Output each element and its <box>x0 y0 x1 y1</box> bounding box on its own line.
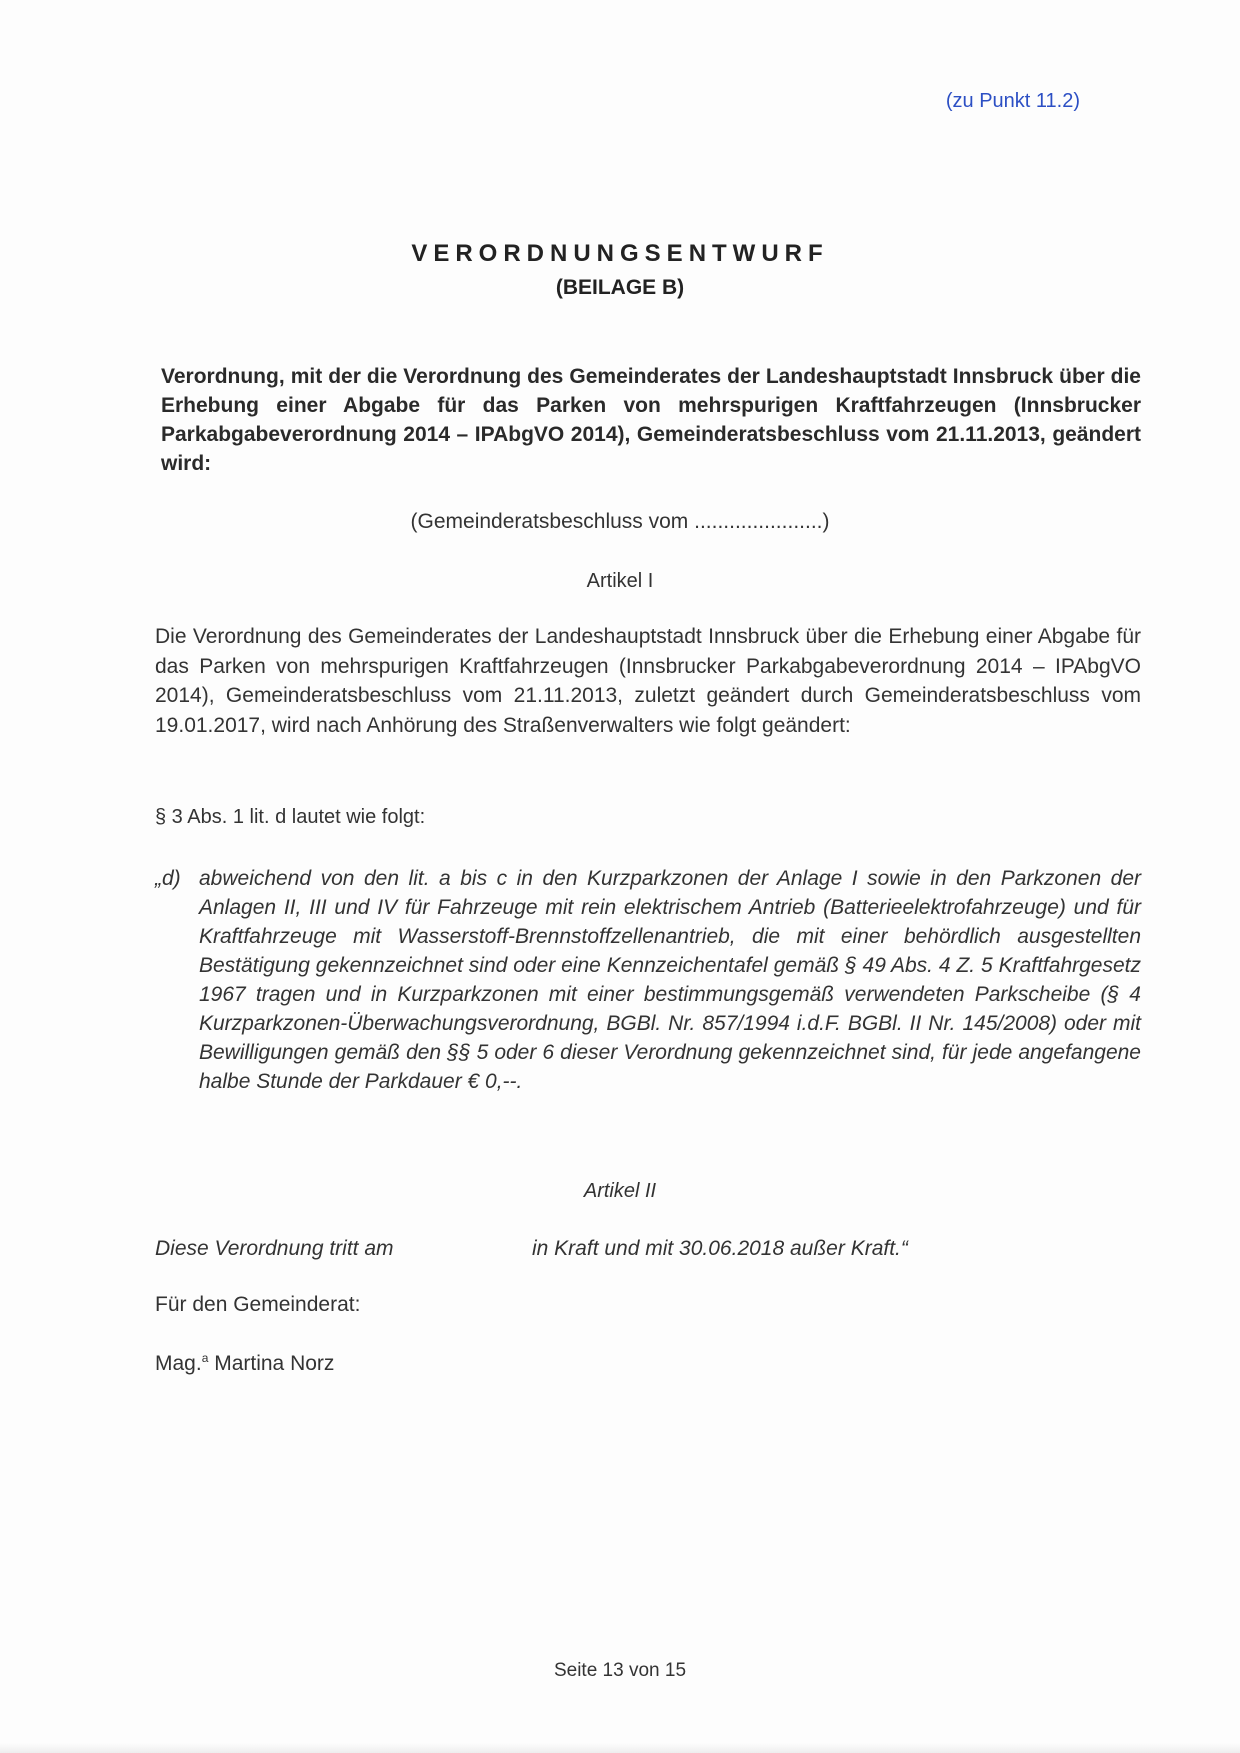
reference-note: (zu Punkt 11.2) <box>945 90 1080 112</box>
lit-d-text: abweichend von den lit. a bis c in den Kurzparkzonen der Anlage I sowie in den Parkzonen der Anlagen II, III und IV für Fahrzeuge mit rein elektrischem Antrieb (Batterieelektrofahrzeuge) und für Kraftfahrzeuge mit Wasserstoff-Brennstoffzellenantrieb, die mit einer behördlich ausgestellten Bestätigung gekennzeichnet sind oder eine Kennzeichentafel gemäß § 49 Abs. 4 Z. 5 Kraftfahrgesetz 1967 tragen und in Kurzparkzonen mit einer bestimmungsgemäß verwendeten Parkscheibe (§ 4 Kurzparkzonen-Überwachungsverordnung, BGBl. Nr. 857/1994 i.d.F. BGBl. II Nr. 145/2008) oder mit Bewilligungen gemäß den §§ 5 oder 6 dieser Verordnung gekennzeichnet sind, für jede angefangene halbe Stunde der Parkdauer € 0,--. <box>199 867 1141 1093</box>
article-1-body: Die Verordnung des Gemeinderates der Landeshauptstadt Innsbruck über die Erhebung einer Abgabe für das Parken von mehrspurigen Kraftfahrzeugen (Innsbrucker Parkabgabeverordnung 2014 – IPAbgVO 2014), Gemeinderatsbeschluss vom 21.11.2013, zuletzt geändert durch Gemeinderatsbeschluss vom 19.01.2017, wird nach Anhörung des Straßenverwalters wie folgt geändert: <box>155 625 1141 737</box>
article-1-title: Artikel I <box>586 570 654 592</box>
signatory <box>155 1351 334 1376</box>
scan-bottom-edge <box>0 1743 1240 1753</box>
document-subtitle: (BEILAGE B) <box>555 276 685 299</box>
regulation-heading: Verordnung, mit der die Verordnung des Gemeinderates der Landeshauptstadt Innsbruck über die Erhebung einer Abgabe für das Parken von mehrspurigen Kraftfahrzeugen (Innsbrucker Parkabgabeverordnung 2014 – IPAbgVO 2014), Gemeinderatsbeschluss vom 21.11.2013, geändert wird: <box>161 365 1141 475</box>
effective-clause-start: Diese Verordnung tritt am <box>155 1237 394 1260</box>
effective-clause-end: in Kraft und mit 30.06.2018 außer Kraft.“ <box>532 1237 908 1260</box>
page-number: Seite 13 von 15 <box>553 1660 687 1681</box>
signatory-sup: a <box>201 1351 209 1365</box>
section-reference: § 3 Abs. 1 lit. d lautet wie folgt: <box>155 806 426 828</box>
lit-d-paragraph <box>155 864 1141 1096</box>
lit-d-marker: „d) <box>155 867 181 890</box>
signatory-name: Martina Norz <box>208 1352 335 1375</box>
signatory-prefix: Mag. <box>155 1352 202 1375</box>
council-label: Für den Gemeinderat: <box>155 1293 361 1316</box>
resolution-date-line: (Gemeinderatsbeschluss vom ......................) <box>410 510 830 533</box>
article-2-title: Artikel II <box>583 1180 657 1202</box>
document-title: VERORDNUNGSENTWURF <box>411 240 829 267</box>
